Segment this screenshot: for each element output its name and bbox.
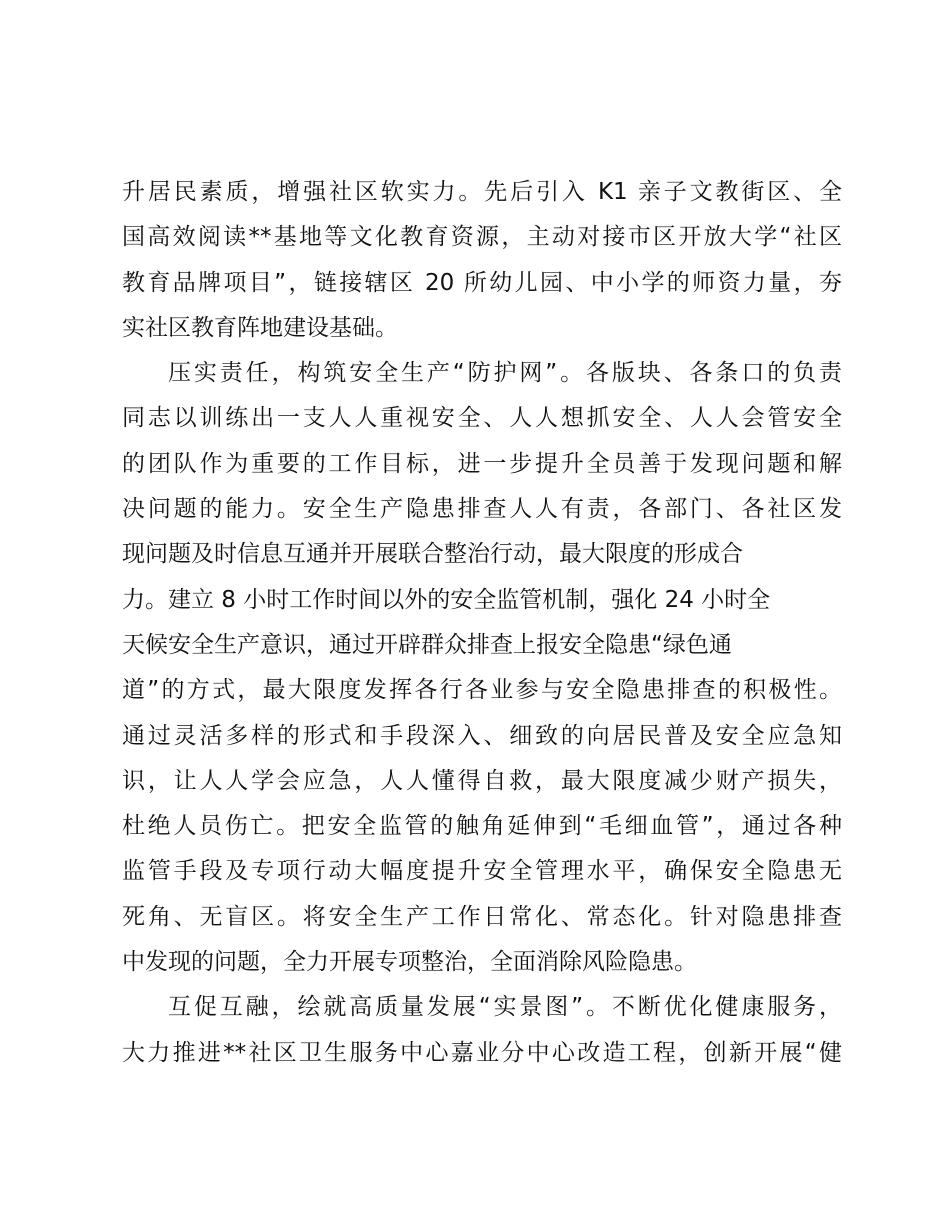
paragraph-start-line: 压实责任，构筑安全生产“防护网”。各版块、各条口的负责 xyxy=(168,360,842,387)
body-text xyxy=(122,170,842,1076)
text-line: 通过灵活多样的形式和手段深入、细致的向居民普及安全应急知 xyxy=(122,722,842,749)
text-line: 大力推进**社区卫生服务中心嘉业分中心改造工程，创新开展“健 xyxy=(122,1039,842,1066)
text-line: 识，让人人学会应急，人人懂得自救，最大限度减少财产损失， xyxy=(122,767,842,794)
paragraph-start-line: 互促互融，绘就高质量发展“实景图”。不断优化健康服务， xyxy=(168,994,842,1021)
text-line: 天候安全生产意识，通过开辟群众排查上报安全隐患“绿色通 xyxy=(122,631,732,658)
text-line: 死角、无盲区。将安全生产工作日常化、常态化。针对隐患排查 xyxy=(122,903,842,930)
text-line: 中发现的问题，全力开展专项整治，全面消除风险隐患。 xyxy=(122,949,697,976)
text-line: 监管手段及专项行动大幅度提升安全管理水平，确保安全隐患无 xyxy=(122,858,842,885)
text-line: 教育品牌项目”，链接辖区 20 所幼儿园、中小学的师资力量，夯 xyxy=(122,269,842,296)
text-line: 国高效阅读**基地等文化教育资源，主动对接市区开放大学“社区 xyxy=(122,224,842,251)
text-line: 现问题及时信息互通并开展联合整治行动，最大限度的形成合 xyxy=(122,541,743,568)
text-line: 同志以训练出一支人人重视安全、人人想抓安全、人人会管安全 xyxy=(122,405,842,432)
text-line: 的团队作为重要的工作目标，进一步提升全员善于发现问题和解 xyxy=(122,450,842,477)
text-line: 杜绝人员伤亡。把安全监管的触角延伸到“毛细血管”，通过各种 xyxy=(122,813,842,840)
text-line: 实社区教育阵地建设基础。 xyxy=(122,314,398,341)
text-line: 升居民素质，增强社区软实力。先后引入 K1 亲子文教街区、全 xyxy=(122,179,842,205)
text-line: 道”的方式，最大限度发挥各行各业参与安全隐患排查的积极性。 xyxy=(122,677,842,704)
text-line: 决问题的能力。安全生产隐患排查人人有责，各部门、各社区发 xyxy=(122,496,842,523)
text-line: 力。建立 8 小时工作时间以外的安全监管机制，强化 24 小时全 xyxy=(122,586,771,613)
